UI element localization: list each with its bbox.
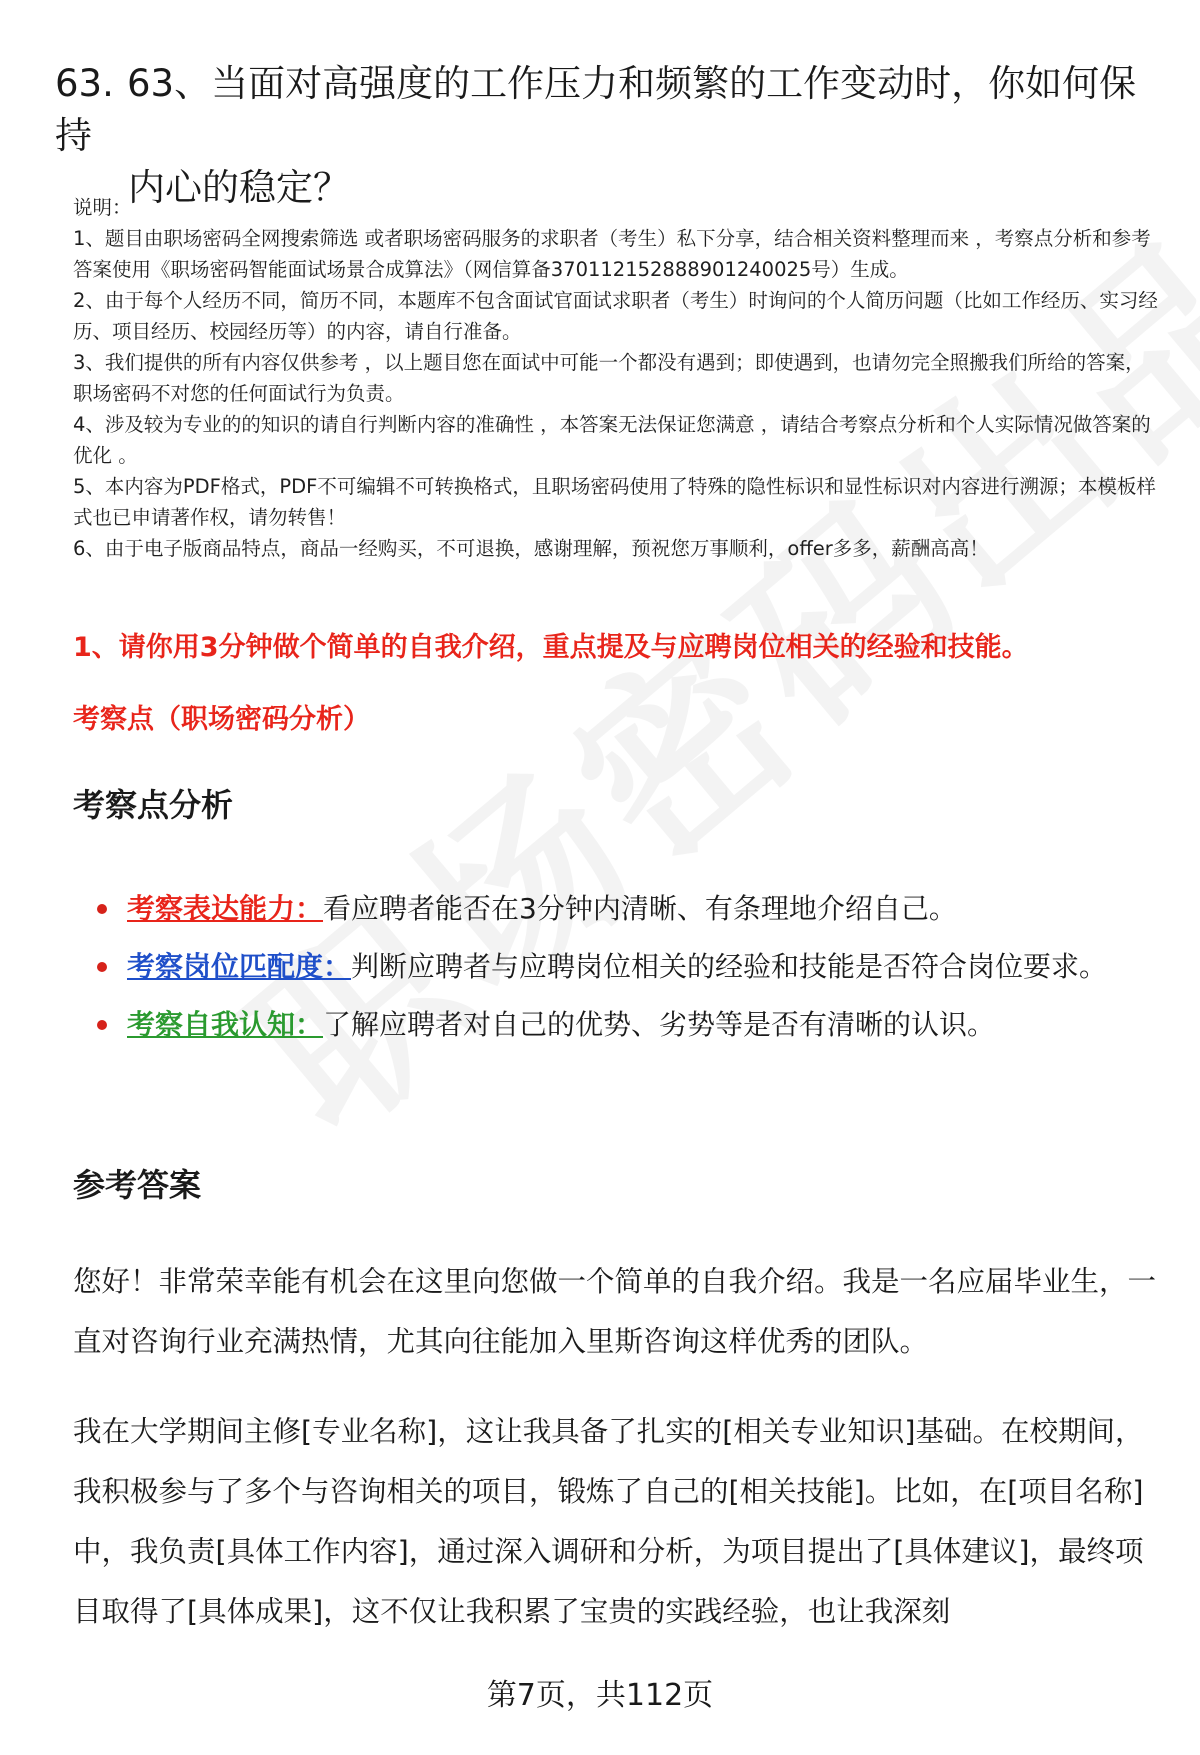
- bullet-text: 了解应聘者对自己的优势、劣势等是否有清晰的认识。: [323, 1008, 996, 1041]
- notes-heading: 说明：: [73, 196, 132, 219]
- note-item: 6、由于电子版商品特点，商品一经购买，不可退换，感谢理解，预祝您万事顺利，offer多多，薪酬高高！: [73, 537, 989, 560]
- list-item: [97, 996, 1127, 1054]
- sub-heading: 考察点（职场密码分析）: [73, 704, 370, 735]
- question-number: 63.: [55, 62, 114, 105]
- bullet-label: 考察岗位匹配度：: [127, 950, 352, 983]
- note-item: 3、我们提供的所有内容仅供参考 ，以上题目您在面试中可能一个都没有遇到；即使遇到，也请勿完全照搬我们所给的答案，职场密码不对您的任何面试行为负责。: [73, 351, 1145, 405]
- bullet-dot-icon: [97, 962, 107, 972]
- analysis-list: [97, 880, 1127, 1054]
- question-line-2: 内心的稳定？: [128, 166, 350, 209]
- answer-paragraph: 我在大学期间主修[专业名称]，这让我具备了扎实的[相关专业知识]基础。在校期间，我积极参与了多个与咨询相关的项目，锻炼了自己的[相关技能]。比如，在[项目名称]中，我负责[具体工作内容]，通过深入调研和分析，为项目提出了[具体建议]，最终项目取得了[具体成果]，这不仅让我积累了宝贵的实践经验，也让我深刻: [73, 1415, 1144, 1628]
- bullet-text: 判断应聘者与应聘岗位相关的经验和技能是否符合岗位要求。: [351, 950, 1108, 983]
- note-item: 4、涉及较为专业的的知识的请自行判断内容的准确性 ，本答案无法保证您满意 ，请结合考察点分析和个人实际情况做答案的优化 。: [73, 413, 1151, 467]
- bullet-label: 考察自我认知：: [127, 1008, 324, 1041]
- list-item: [97, 880, 1127, 938]
- bullet-label: 考察表达能力：: [127, 892, 324, 925]
- page-footer: 第7页，共112页: [486, 1678, 714, 1713]
- note-item: 1、题目由职场密码全网搜索筛选 或者职场密码服务的求职者（考生）私下分享，结合相关资料整理而来 ，考察点分析和参考答案使用《职场密码智能面试场景合成算法》（网信算备370112152888901240025号）生成。: [73, 227, 1151, 281]
- list-item: [97, 938, 1127, 996]
- answer-heading: 参考答案: [73, 1166, 202, 1204]
- note-item: 5、本内容为PDF格式，PDF不可编辑不可转换格式，且职场密码使用了特殊的隐性标识和显性标识对内容进行溯源；本模板样式也已申请著作权，请勿转售！: [73, 475, 1156, 529]
- sub-question: 1、请你用3分钟做个简单的自我介绍，重点提及与应聘岗位相关的经验和技能。: [73, 632, 1029, 663]
- analysis-heading: 考察点分析: [73, 786, 234, 824]
- question-line-1: 63、当面对高强度的工作压力和频繁的工作变动时，你如何保持: [55, 62, 1137, 157]
- bullet-dot-icon: [97, 1020, 107, 1030]
- question-title: [55, 58, 1155, 214]
- notes-block: [73, 192, 1158, 564]
- answer-paragraph: 您好！非常荣幸能有机会在这里向您做一个简单的自我介绍。我是一名应届毕业生，一直对咨询行业充满热情，尤其向往能加入里斯咨询这样优秀的团队。: [73, 1265, 1157, 1358]
- bullet-dot-icon: [97, 904, 107, 914]
- bullet-text: 看应聘者能否在3分钟内清晰、有条理地介绍自己。: [323, 892, 957, 925]
- note-item: 2、由于每个人经历不同，简历不同，本题库不包含面试官面试求职者（考生）时询问的个人简历问题（比如工作经历、实习经历、项目经历、校园经历等）的内容，请自行准备。: [73, 289, 1158, 343]
